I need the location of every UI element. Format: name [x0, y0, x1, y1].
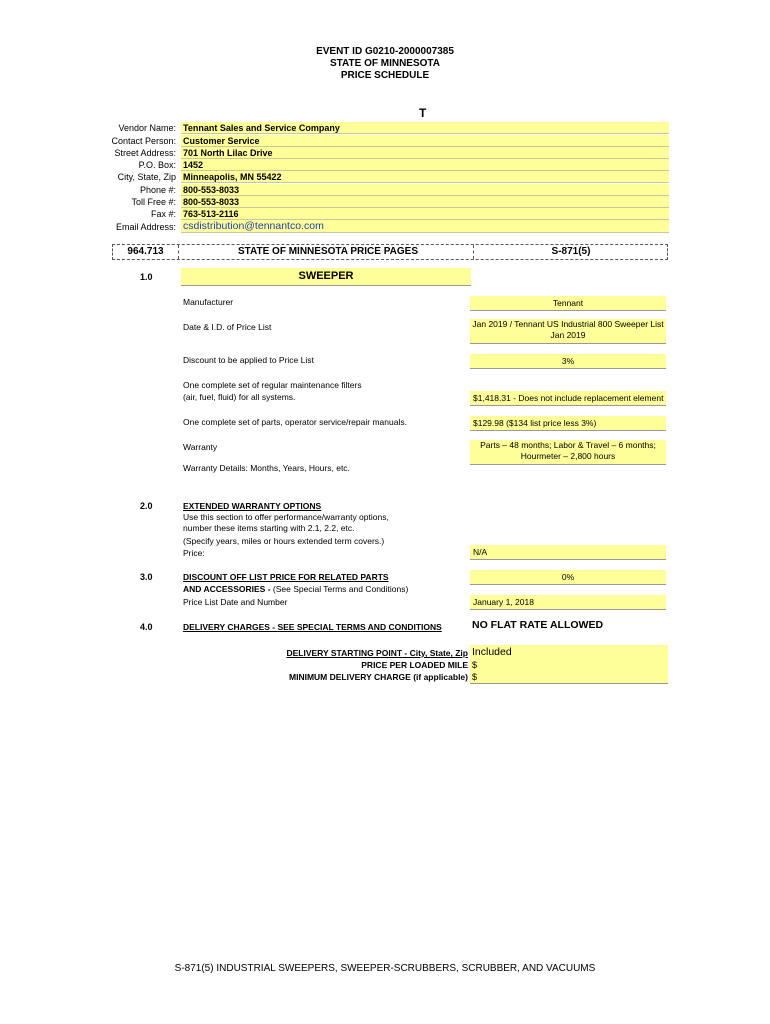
vendor-label: Email Address: [115, 222, 176, 232]
discount-label: Discount to be applied to Price List [183, 355, 314, 365]
state-name: STATE OF MINNESOTA [330, 58, 440, 69]
price-per-mile-value[interactable]: $ [470, 659, 668, 672]
manuals-value[interactable]: $129.98 ($134 list price less 3%) [470, 416, 666, 431]
vendor-label: Contact Person: [111, 136, 176, 146]
minimum-delivery-label: MINIMUM DELIVERY CHARGE (if applicable) [289, 672, 468, 682]
price-list-number-label: Price List Date and Number [183, 597, 288, 607]
vendor-label: P.O. Box: [138, 160, 176, 170]
extended-price-label: Price: [183, 548, 205, 558]
filters-value[interactable]: $1,418.31 - Does not include replacement element [470, 391, 666, 406]
price-list-date-value[interactable] [470, 319, 666, 344]
warranty-label: Warranty [183, 442, 218, 452]
related-parts-title: DISCOUNT OFF LIST PRICE FOR RELATED PARTS [183, 572, 389, 582]
price-per-mile-label: PRICE PER LOADED MILE [361, 660, 468, 670]
manufacturer-value[interactable]: Tennant [470, 296, 666, 311]
vendor-label: City, State, Zip [117, 172, 176, 182]
price-list-number-value[interactable]: January 1, 2018 [470, 595, 666, 610]
event-id: EVENT ID G0210-2000007385 [316, 46, 454, 57]
warranty-line: Parts – 48 months; Labor & Travel – 6 months; [480, 440, 656, 450]
warranty-value[interactable] [470, 440, 666, 465]
related-parts-subtitle-rest: (See Special Terms and Conditions) [272, 584, 409, 594]
filters-label: One complete set of regular maintenance filters [183, 380, 362, 390]
filters-label: (air, fuel, fluid) for all systems. [183, 392, 296, 402]
warranty-line: Hourmeter – 2,800 hours [520, 451, 616, 461]
delivery-start-value[interactable]: Included [470, 645, 668, 660]
banner-row [112, 244, 668, 260]
fax-field[interactable]: 763-513-2116 [181, 208, 669, 220]
discount-value[interactable]: 3% [470, 354, 666, 369]
vendor-name-field[interactable]: Tennant Sales and Service Company [181, 122, 669, 134]
manufacturer-label: Manufacturer [183, 297, 234, 307]
phone-field[interactable]: 800-553-8033 [181, 184, 669, 196]
vendor-label: Phone #: [139, 185, 176, 195]
extended-price-value[interactable]: N/A [470, 545, 666, 560]
banner-code: S-871(5) [473, 245, 668, 259]
toll-free-field[interactable]: 800-553-8033 [181, 196, 669, 208]
extended-warranty-text: Use this section to offer performance/warranty options, [183, 512, 389, 522]
column-letter: T [419, 106, 427, 120]
contact-person-field[interactable]: Customer Service [181, 135, 669, 147]
delivery-start-label: DELIVERY STARTING POINT - City, State, Zip [286, 648, 468, 658]
delivery-charges-title: DELIVERY CHARGES - SEE SPECIAL TERMS AND CONDITIONS [183, 622, 442, 632]
section-number: 2.0 [140, 501, 153, 511]
banner-number: 964.713 [113, 245, 179, 259]
section-title-sweeper: SWEEPER [181, 268, 471, 286]
manuals-label: One complete set of parts, operator service/repair manuals. [183, 417, 407, 427]
section-number: 4.0 [140, 622, 153, 632]
minimum-delivery-value[interactable]: $ [470, 671, 668, 684]
document-title: PRICE SCHEDULE [340, 70, 430, 81]
vendor-label: Vendor Name: [118, 123, 176, 133]
flat-rate-notice: NO FLAT RATE ALLOWED [472, 619, 604, 631]
section-number: 3.0 [140, 572, 153, 582]
price-list-date-label: Date & I.D. of Price List [183, 322, 272, 332]
section-number: 1.0 [140, 272, 153, 282]
price-list-date-line: Jan 2019 / Tennant US Industrial 800 Sweeper List [472, 319, 664, 329]
vendor-label: Toll Free #: [131, 197, 176, 207]
related-parts-discount-value[interactable]: 0% [470, 570, 666, 585]
banner-title: STATE OF MINNESOTA PRICE PAGES [237, 246, 418, 257]
price-list-date-line: Jan 2019 [550, 330, 586, 340]
extended-warranty-text: (Specify years, miles or hours extended term covers.) [183, 536, 385, 546]
related-parts-subtitle [183, 583, 408, 595]
vendor-label: Fax #: [150, 209, 176, 219]
email-field[interactable]: csdistribution@tennantco.com [181, 220, 669, 233]
related-parts-subtitle-bold: AND ACCESSORIES - [183, 584, 273, 594]
city-state-zip-field[interactable]: Minneapolis, MN 55422 [181, 171, 669, 183]
footer-text: S-871(5) INDUSTRIAL SWEEPERS, SWEEPER-SCRUBBERS, SCRUBBER, AND VACUUMS [174, 963, 596, 974]
warranty-details-label: Warranty Details: Months, Years, Hours, etc. [183, 463, 350, 473]
street-address-field[interactable]: 701 North Lilac Drive [181, 147, 669, 159]
vendor-label: Street Address: [114, 148, 176, 158]
po-box-field[interactable]: 1452 [181, 159, 669, 171]
extended-warranty-title: EXTENDED WARRANTY OPTIONS [183, 501, 322, 511]
extended-warranty-text: number these items starting with 2.1, 2.2, etc. [183, 523, 355, 533]
